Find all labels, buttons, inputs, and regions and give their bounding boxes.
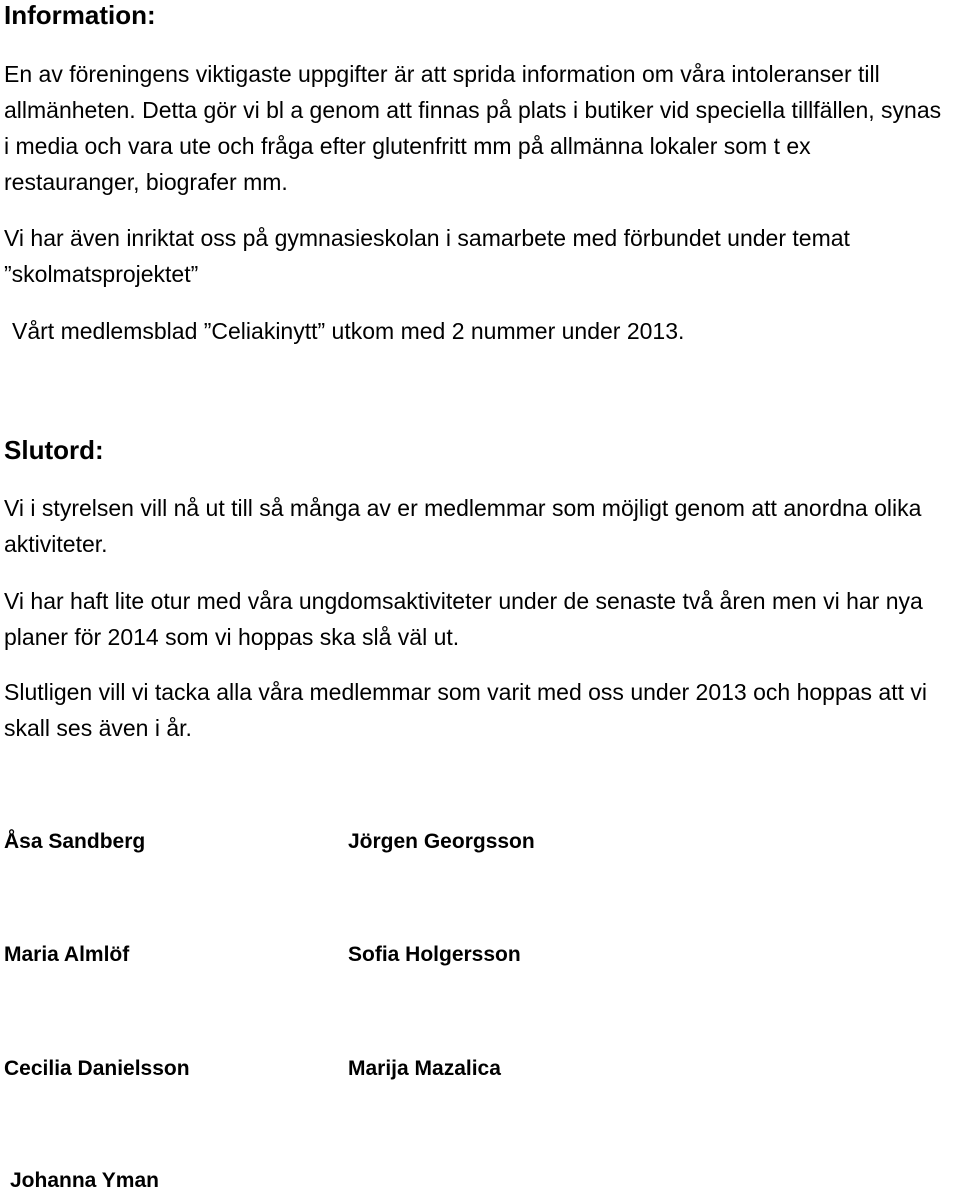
- signature-name: Jörgen Georgsson: [348, 830, 535, 853]
- text-line: planer för 2014 som vi hoppas ska slå väl ut.: [4, 624, 460, 650]
- text-line: i media och vara ute och fråga efter glutenfritt mm på allmänna lokaler som t ex: [4, 133, 811, 159]
- text-line: allmänheten. Detta gör vi bl a genom att finnas på plats i butiker vid speciella tillfällen, synas: [4, 97, 942, 123]
- signature-name: Sofia Holgersson: [348, 943, 521, 966]
- text-line: Slutligen vill vi tacka alla våra medlemmar som varit med oss under 2013 och hoppas att vi: [4, 679, 927, 705]
- information-paragraph-2: [4, 220, 850, 292]
- slutord-paragraph-3: [4, 674, 927, 746]
- information-heading: Information:: [4, 0, 156, 30]
- text-line: En av föreningens viktigaste uppgifter är att sprida information om våra intoleranser till: [4, 61, 880, 87]
- signature-name: Maria Almlöf: [4, 943, 130, 966]
- text-line: restauranger, biografer mm.: [4, 169, 288, 195]
- slutord-paragraph-1: [4, 490, 921, 562]
- signature-name: Marija Mazalica: [348, 1057, 501, 1080]
- text-line: Vi i styrelsen vill nå ut till så många av er medlemmar som möjligt genom att anordna olika: [4, 495, 922, 521]
- information-paragraph-1: [4, 56, 941, 200]
- text-line: Vårt medlemsblad ”Celiakinytt” utkom med 2 nummer under 2013.: [12, 318, 685, 344]
- information-paragraph-3: [12, 313, 684, 349]
- signature-name: Åsa Sandberg: [4, 830, 146, 853]
- slutord-heading: Slutord:: [4, 435, 104, 465]
- text-line: Vi har även inriktat oss på gymnasieskolan i samarbete med förbundet under temat: [4, 225, 850, 251]
- text-line: ”skolmatsprojektet”: [4, 261, 199, 287]
- signature-name: Cecilia Danielsson: [4, 1057, 190, 1080]
- text-line: aktiviteter.: [4, 531, 108, 557]
- slutord-paragraph-2: [4, 583, 923, 655]
- text-line: skall ses även i år.: [4, 715, 192, 741]
- signature-name: Johanna Yman: [10, 1169, 159, 1192]
- text-line: Vi har haft lite otur med våra ungdomsaktiviteter under de senaste två åren men vi har nya: [4, 588, 923, 614]
